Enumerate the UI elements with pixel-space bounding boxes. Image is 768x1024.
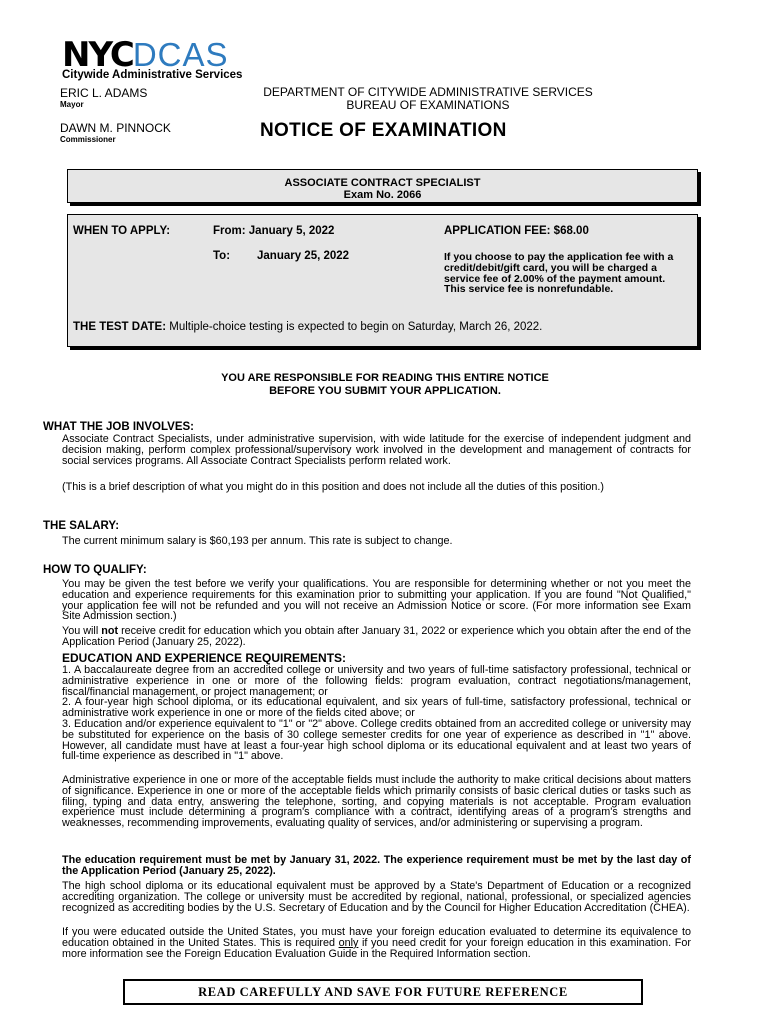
salary-text: The current minimum salary is $60,193 per annum. This rate is subject to change. — [62, 535, 453, 547]
salary-heading: THE SALARY: — [43, 520, 120, 532]
qualify-paragraph-3: Administrative experience in one or more of the acceptable fields must include the authority to make critical decisions about matters of significance. Experience in one or more of the acceptable fields which primarily consists of basic clerical duties or tasks such as filing, typing and data entry, answering the telephone, sorting, and copying materials is not acceptable. Program evaluation experience must include determining a program's compliance with a contract, identifying areas of a program's strengths and weaknesses, recommending improvements, evaluating quality of services, and/or administering or supervising a program. — [62, 774, 691, 830]
job-description: Associate Contract Specialists, under administrative supervision, with wide latitude for the exercise of independent judgment and decision making, perform complex professional/supervisory work involved in the development and management of contracts for social services programs. All Associate Contract Specialists perform related work. — [62, 433, 691, 467]
footer-banner: READ CAREFULLY AND SAVE FOR FUTURE REFERENCE — [123, 979, 643, 1005]
notice-title: NOTICE OF EXAMINATION — [260, 120, 507, 141]
qualify-p2-a: You will — [62, 625, 102, 637]
qualify-heading: HOW TO QUALIFY: — [43, 564, 147, 576]
qualify-paragraph-1: You may be given the test before we verify your qualifications. You are responsible for determining whether or not you meet the education and experience requirements for this examination prior to submitting your application. If you are found "Not Qualified," your application fee will not be refunded and you will not receive an Admission Notice or score. (For more information see Exam Site Admission section.) — [62, 578, 691, 623]
mayor-title: Mayor — [60, 100, 84, 109]
responsibility-notice — [110, 372, 660, 398]
qualify-p2-c: receive credit for education which you obtain after January 31, 2022 or experience which you obtain after the end of the Application Period (January 25, 2022). — [62, 625, 691, 648]
requirement-2: 2. A four-year high school diploma, or its educational equivalent, and six years of full-time, satisfactory professional, technical or administrative work experience in one or more of the fields cited above; or — [62, 696, 691, 719]
qualify-paragraph-5: The high school diploma or its educational equivalent must be approved by a State's Department of Education or a recognized accrediting organization. The college or university must be accredited by regional, national, professional, or specialized agencies recognized as accrediting bodies by the U.S. Secretary of Education and by the Council for Higher Education Accreditation (CHEA). — [62, 880, 691, 914]
when-to-apply-label: WHEN TO APPLY: — [73, 225, 171, 237]
apply-box — [67, 214, 698, 347]
exam-title-box — [67, 169, 698, 203]
test-date-label: THE TEST DATE: — [73, 321, 167, 333]
qualify-p6-a: If you were educated outside the United States, you must have your foreign education evaluated to determine its equivalence to education obtained in the United States. This is required — [62, 926, 691, 949]
qualify-paragraph-6 — [62, 927, 691, 959]
job-heading: WHAT THE JOB INVOLVES: — [43, 421, 194, 433]
apply-to-date: January 25, 2022 — [257, 250, 350, 262]
apply-to-label: To: — [213, 250, 231, 262]
qualify-paragraph-2 — [62, 626, 691, 648]
requirements-heading: EDUCATION AND EXPERIENCE REQUIREMENTS: — [62, 651, 347, 665]
responsibility-line-2: BEFORE YOU SUBMIT YOUR APPLICATION. — [269, 385, 501, 397]
exam-number: Exam No. 2066 — [343, 189, 422, 201]
qualify-p6-c: if you need credit for your foreign education in this examination. For more information see the Foreign Education Evaluation Guide in the Required Information section. — [62, 936, 691, 960]
apply-from-date: From: January 5, 2022 — [213, 225, 335, 237]
fee-note: If you choose to pay the application fee with a credit/debit/gift card, you will be charged a service fee of 2.00% of the payment amount. This service fee is nonrefundable. — [444, 251, 674, 296]
mayor-name: ERIC L. ADAMS — [60, 86, 148, 100]
exam-title: ASSOCIATE CONTRACT SPECIALIST — [284, 177, 481, 189]
dcas-logo — [62, 35, 243, 81]
job-note: (This is a brief description of what you might do in this position and does not include all the duties of this position.) — [62, 481, 604, 493]
official-mayor — [60, 87, 147, 111]
department-heading — [230, 86, 626, 112]
application-fee: APPLICATION FEE: $68.00 — [444, 225, 589, 237]
test-date-text: Multiple-choice testing is expected to begin on Saturday, March 26, 2022. — [169, 321, 543, 333]
dept-line-1: DEPARTMENT OF CITYWIDE ADMINISTRATIVE SERVICES — [263, 85, 593, 99]
logo-subtitle: Citywide Administrative Services — [62, 69, 243, 81]
commissioner-name: DAWN M. PINNOCK — [60, 121, 171, 135]
qualify-p2-not: not — [101, 625, 119, 637]
logo-dcas-text: DCAS — [132, 36, 229, 73]
qualify-p6-only: only — [338, 936, 359, 949]
test-date — [73, 321, 542, 333]
qualify-deadline-note: The education requirement must be met by January 31, 2022. The experience requirement must be met by the last day of the Application Period (January 25, 2022). — [62, 854, 691, 877]
requirement-3: 3. Education and/or experience equivalent to "1" or "2" above. College credits obtained from an accredited college or university may be substituted for experience on the basis of 30 college semester credits for one year of experience as described in "1" above. However, all candidate must have at least a four-year high school diploma or its educational equivalent and at least two years of full-time experience as described in "1" above. — [62, 718, 691, 763]
commissioner-title: Commissioner — [60, 135, 116, 144]
requirement-1: 1. A baccalaureate degree from an accredited college or university and two years of full-time satisfactory professional, technical or administrative experience in one or more of the following fields: program evaluation, contract negotiations/management, fiscal/financial management, or project management; or — [62, 664, 691, 698]
logo-nyc-text: NYC — [62, 35, 133, 75]
responsibility-line-1: YOU ARE RESPONSIBLE FOR READING THIS ENTIRE NOTICE — [221, 372, 549, 384]
dept-line-2: BUREAU OF EXAMINATIONS — [346, 98, 510, 112]
official-commissioner — [60, 122, 171, 146]
